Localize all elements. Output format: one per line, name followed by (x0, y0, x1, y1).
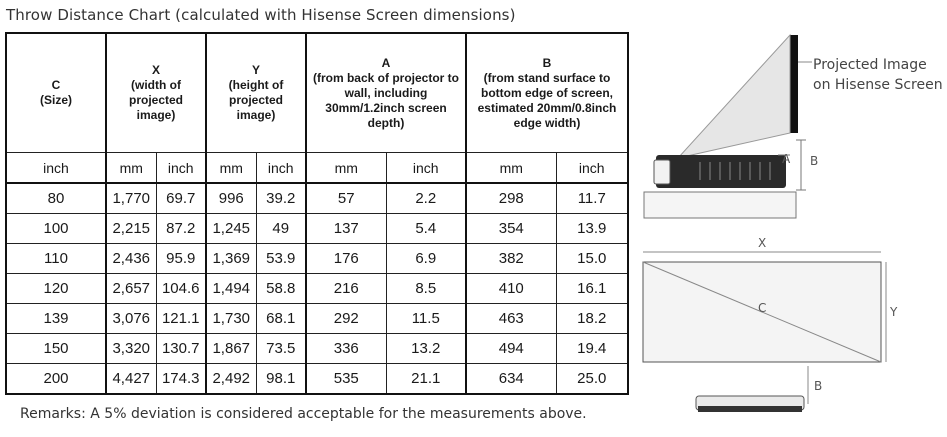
table-cell: 354 (466, 214, 556, 244)
throw-distance-table (5, 32, 629, 395)
unit-cell: inch (556, 153, 628, 184)
table-cell: 110 (6, 244, 106, 274)
table-cell: 298 (466, 183, 556, 214)
table-cell: 19.4 (556, 334, 628, 364)
unit-cell: inch (156, 153, 206, 184)
label-b2: B (814, 379, 823, 393)
table-cell: 139 (6, 304, 106, 334)
table-cell: 292 (306, 304, 386, 334)
table-cell: 3,076 (106, 304, 156, 334)
table-cell: 2.2 (386, 183, 466, 214)
table-cell: 1,770 (106, 183, 156, 214)
label-x: X (758, 236, 767, 250)
table-cell: 2,436 (106, 244, 156, 274)
table-cell: 1,867 (206, 334, 256, 364)
table-cell: 176 (306, 244, 386, 274)
table-cell: 49 (256, 214, 306, 244)
header-b: B (from stand surface to bottom edge of screen, estimated 20mm/0.8inch edge width) (466, 33, 628, 153)
table-cell: 1,245 (206, 214, 256, 244)
unit-cell: mm (206, 153, 256, 184)
projected-image-label: Projected Image on Hisense Screen (813, 57, 943, 93)
table-cell: 11.7 (556, 183, 628, 214)
table-cell: 216 (306, 274, 386, 304)
table-cell: 634 (466, 364, 556, 395)
remarks-text: Remarks: A 5% deviation is considered acceptable for the measurements above. (20, 406, 587, 422)
table-cell: 15.0 (556, 244, 628, 274)
table-cell: 21.1 (386, 364, 466, 395)
beam-shape (678, 35, 790, 158)
label-b: B (810, 154, 819, 168)
table-cell: 3,320 (106, 334, 156, 364)
table-cell: 4,427 (106, 364, 156, 395)
table-cell: 2,215 (106, 214, 156, 244)
table-cell: 87.2 (156, 214, 206, 244)
table-cell: 2,657 (106, 274, 156, 304)
unit-cell: inch (386, 153, 466, 184)
table-cell: 130.7 (156, 334, 206, 364)
table-cell: 382 (466, 244, 556, 274)
table-cell: 1,730 (206, 304, 256, 334)
table-cell: 120 (6, 274, 106, 304)
table-row (6, 183, 628, 214)
table-cell: 8.5 (386, 274, 466, 304)
unit-cell: inch (6, 153, 106, 184)
table-cell: 150 (6, 334, 106, 364)
table-cell: 463 (466, 304, 556, 334)
header-a: A (from back of projector to wall, including 30mm/1.2inch screen depth) (306, 33, 466, 153)
table-cell: 6.9 (386, 244, 466, 274)
table-cell: 95.9 (156, 244, 206, 274)
table-cell: 98.1 (256, 364, 306, 395)
table-cell: 18.2 (556, 304, 628, 334)
unit-cell: mm (306, 153, 386, 184)
table-row (6, 304, 628, 334)
table-cell: 57 (306, 183, 386, 214)
table-cell: 5.4 (386, 214, 466, 244)
table-cell: 73.5 (256, 334, 306, 364)
table-cell: 1,369 (206, 244, 256, 274)
page-title: Throw Distance Chart (calculated with Hisense Screen dimensions) (6, 6, 516, 24)
table-cell: 13.2 (386, 334, 466, 364)
table-cell: 137 (306, 214, 386, 244)
table-cell: 11.5 (386, 304, 466, 334)
table-cell: 100 (6, 214, 106, 244)
header-row (6, 33, 628, 153)
unit-cell: mm (466, 153, 556, 184)
unit-cell: mm (106, 153, 156, 184)
table-cell: 121.1 (156, 304, 206, 334)
table-cell: 68.1 (256, 304, 306, 334)
projector-side-icon (656, 155, 786, 188)
table-cell: 1,494 (206, 274, 256, 304)
table-row (6, 244, 628, 274)
label-y: Y (890, 305, 898, 319)
table-cell: 13.9 (556, 214, 628, 244)
stand-icon (644, 192, 796, 218)
header-y: Y (height of projected image) (206, 33, 306, 153)
label-a: A (782, 152, 791, 166)
header-x: X (width of projected image) (106, 33, 206, 153)
table-cell: 174.3 (156, 364, 206, 395)
table-cell: 535 (306, 364, 386, 395)
label-c: C (758, 301, 767, 315)
table-cell: 996 (206, 183, 256, 214)
table-row (6, 214, 628, 244)
table-cell: 494 (466, 334, 556, 364)
table-cell: 25.0 (556, 364, 628, 395)
table-cell: 200 (6, 364, 106, 395)
projector-front-base-icon (698, 406, 802, 412)
table-row (6, 334, 628, 364)
units-row (6, 153, 628, 184)
table-cell: 39.2 (256, 183, 306, 214)
screen-side-icon (790, 35, 798, 133)
table-cell: 69.7 (156, 183, 206, 214)
header-c: C (Size) (6, 33, 106, 153)
table-cell: 410 (466, 274, 556, 304)
unit-cell: inch (256, 153, 306, 184)
table-row (6, 274, 628, 304)
table-cell: 58.8 (256, 274, 306, 304)
projector-end-icon (654, 160, 670, 184)
table-cell: 104.6 (156, 274, 206, 304)
table-cell: 80 (6, 183, 106, 214)
table-row (6, 364, 628, 395)
table-cell: 2,492 (206, 364, 256, 395)
table-cell: 53.9 (256, 244, 306, 274)
table-cell: 336 (306, 334, 386, 364)
table-cell: 16.1 (556, 274, 628, 304)
